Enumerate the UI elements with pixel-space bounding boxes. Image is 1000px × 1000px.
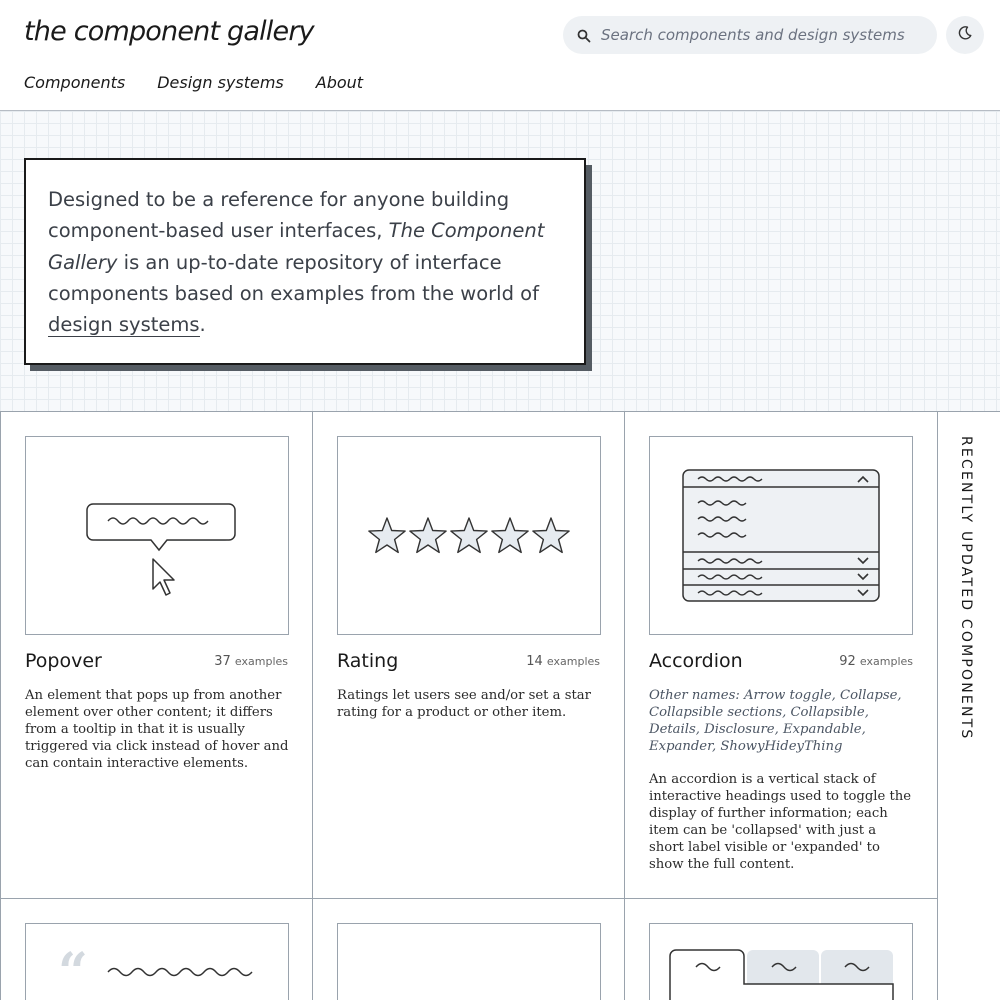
example-count-unit: examples: [546, 655, 600, 668]
component-thumbnail[interactable]: [337, 923, 601, 1000]
example-count-number: 14: [526, 654, 543, 669]
recently-updated-label: RECENTLY UPDATED COMPONENTS: [958, 436, 974, 741]
tabs-thumbnail[interactable]: [649, 923, 913, 1000]
component-description: An element that pops up from another element over other content; it differs from a tooltip in that it is usually triggered via click instead of hover and can contain interactive elements.: [25, 688, 289, 771]
hero-text-part: is an up-to-date repository of interface components based on examples from the world of: [48, 250, 539, 305]
component-name[interactable]: Rating: [337, 650, 399, 672]
quote-illustration: [26, 924, 289, 1000]
example-count-number: 92: [839, 654, 856, 669]
star-icon: [492, 518, 528, 552]
example-count-number: 37: [214, 654, 231, 669]
hero-section: [0, 111, 1000, 412]
component-card-accordion: [625, 412, 938, 899]
component-card-placeholder: [313, 899, 625, 1000]
component-name[interactable]: Popover: [25, 650, 102, 672]
popover-thumbnail[interactable]: [25, 436, 289, 635]
search-icon: [577, 28, 591, 42]
components-grid: [0, 412, 938, 1000]
site-title[interactable]: the component gallery: [24, 16, 314, 47]
hero-emphasis: The Component Gallery: [48, 219, 545, 274]
design-systems-link[interactable]: design systems: [48, 313, 200, 337]
nav-components[interactable]: Components: [24, 73, 126, 92]
nav-design-systems[interactable]: Design systems: [157, 73, 284, 92]
search-input[interactable]: [601, 26, 921, 44]
star-icon: [369, 518, 405, 552]
site-header: [0, 0, 1000, 111]
moon-icon: [957, 25, 973, 45]
quote-thumbnail[interactable]: [25, 923, 289, 1000]
hero-text-end: .: [199, 313, 206, 337]
component-card-quote: [0, 899, 313, 1000]
component-description: An accordion is a vertical stack of interactive headings used to toggle the display of further information; each item can be 'collapsed' with just a short label visible or 'expanded' to show the full content.: [649, 772, 912, 872]
example-count: [839, 654, 913, 669]
example-count: [214, 654, 288, 669]
component-card-rating: [313, 412, 625, 899]
component-other-names: Other names: Arrow toggle, Collapse, Collapsible sections, Collapsible, Details, Disclosure, Expandable, Expander, ShowyHideyThing: [649, 688, 902, 754]
star-icon: [533, 518, 569, 552]
hero-card: [24, 158, 586, 365]
component-card-popover: [0, 412, 313, 899]
hero-intro: [48, 184, 562, 340]
component-name[interactable]: Accordion: [649, 650, 743, 672]
component-description: Ratings let users see and/or set a star rating for a product or other item.: [337, 688, 591, 720]
tabs-illustration: [650, 924, 913, 1000]
example-count-unit: examples: [234, 655, 288, 668]
recently-updated-sidebar: [938, 412, 1000, 1000]
search-bar[interactable]: [563, 16, 937, 54]
rating-illustration: [338, 437, 601, 635]
component-card-tabs: [625, 899, 938, 1000]
nav-about[interactable]: About: [315, 73, 364, 92]
star-icon: [451, 518, 487, 552]
main-nav: [24, 73, 363, 92]
example-count: [526, 654, 600, 669]
quote-mark-icon: “: [58, 942, 88, 1000]
hero-text-part: Designed to be a reference for anyone building component-based user interfaces,: [48, 188, 510, 243]
popover-illustration: [26, 437, 289, 635]
accordion-thumbnail[interactable]: [649, 436, 913, 635]
accordion-illustration: [650, 437, 913, 635]
theme-toggle-button[interactable]: [946, 16, 984, 54]
star-icon: [410, 518, 446, 552]
example-count-unit: examples: [859, 655, 913, 668]
rating-thumbnail[interactable]: [337, 436, 601, 635]
